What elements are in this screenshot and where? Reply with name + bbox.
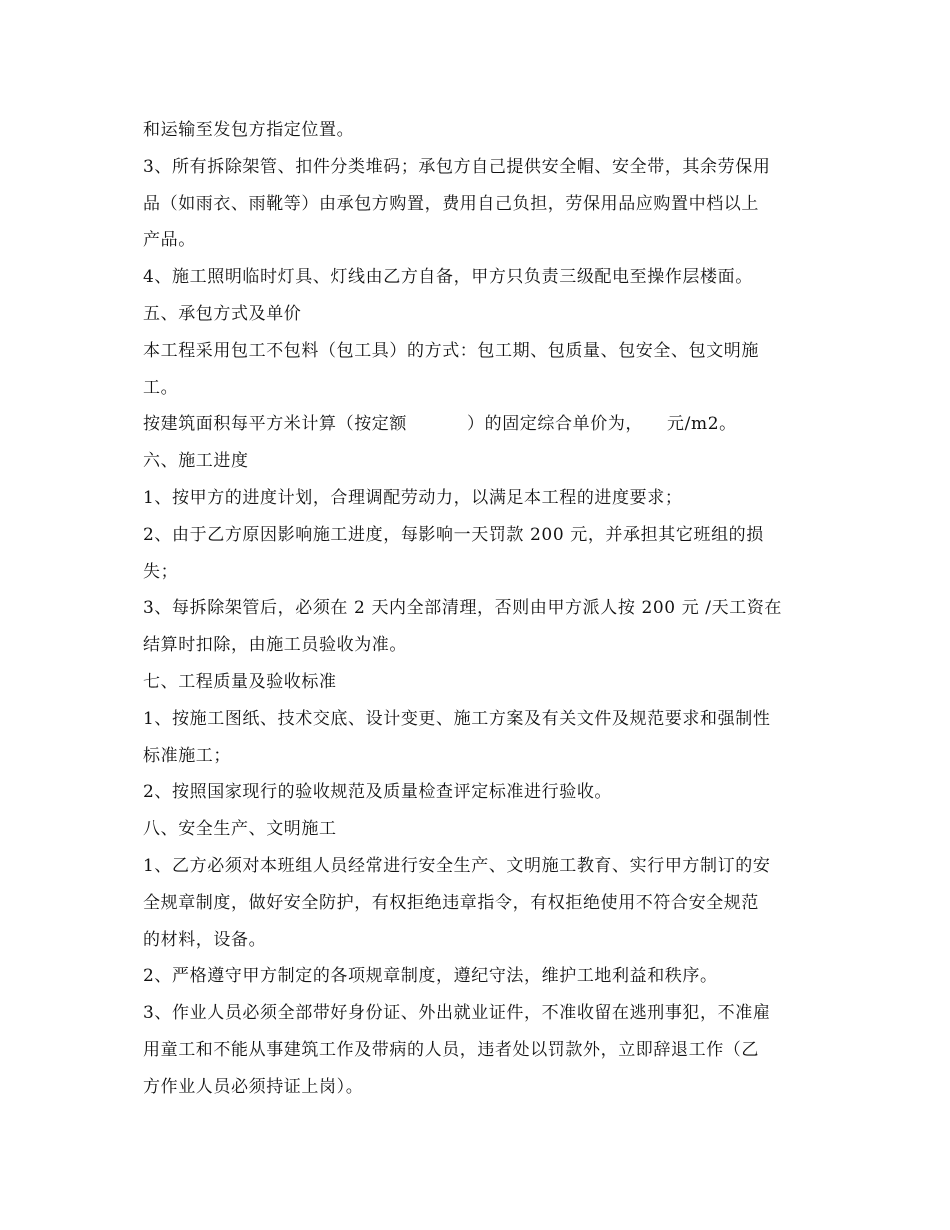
text-line: 1、乙方必须对本班组人员经常进行安全生产、文明施工教育、实行甲方制订的安 [143,855,771,876]
text-line: 用童工和不能从事建筑工作及带病的人员，违者处以罚款外，立即辞退工作（乙 [143,1039,759,1060]
text-line: 的材料，设备。 [143,929,267,950]
document-body [143,112,808,1106]
section-heading: 八、安全生产、文明施工 [143,819,337,840]
section-heading: 七、工程质量及验收标准 [143,671,337,692]
text-line: 按建筑面积每平方米计算（按定额 ）的固定综合单价为， 元/m2。 [143,414,737,435]
text-line: 2、严格遵守甲方制定的各项规章制度，遵纪守法，维护工地利益和秩序。 [143,966,718,987]
section-heading: 六、施工进度 [143,451,249,472]
text-line: 本工程采用包工不包料（包工具）的方式：包工期、包质量、包安全、包文明施 [143,340,759,361]
text-line: 2、按照国家现行的验收规范及质量检查评定标准进行验收。 [143,782,613,803]
text-line: 2、由于乙方原因影响施工进度，每影响一天罚款 200 元，并承担其它班组的损 [143,524,764,545]
text-line: 3、作业人员必须全部带好身份证、外出就业证件，不准收留在逃刑事犯，不准雇 [143,1003,771,1024]
text-line: 结算时扣除，由施工员验收为准。 [143,635,407,656]
text-line: 品（如雨衣、雨靴等）由承包方购置，费用自己负担，劳保用品应购置中档以上 [143,193,759,214]
text-line: 1、按施工图纸、技术交底、设计变更、施工方案及有关文件及规范要求和强制性 [143,708,771,729]
text-line: 工。 [143,377,179,398]
text-line: 3、所有拆除架管、扣件分类堆码；承包方自己提供安全帽、安全带，其余劳保用 [143,156,771,177]
text-line: 1、按甲方的进度计划，合理调配劳动力，以满足本工程的进度要求； [143,487,683,508]
section-heading: 五、承包方式及单价 [143,303,302,324]
text-line: 标准施工； [143,745,231,766]
text-line: 失； [143,561,179,582]
text-line: 4、施工照明临时灯具、灯线由乙方自备，甲方只负责三级配电至操作层楼面。 [143,267,753,288]
text-line: 方作业人员必须持证上岗）。 [143,1076,364,1097]
text-line: 3、每拆除架管后，必须在 2 天内全部清理，否则由甲方派人按 200 元 /天工资在 [143,598,783,619]
text-line: 全规章制度，做好安全防护，有权拒绝违章指令，有权拒绝使用不符合安全规范 [143,892,759,913]
text-line: 和运输至发包方指定位置。 [143,120,355,140]
text-line: 产品。 [143,230,196,251]
